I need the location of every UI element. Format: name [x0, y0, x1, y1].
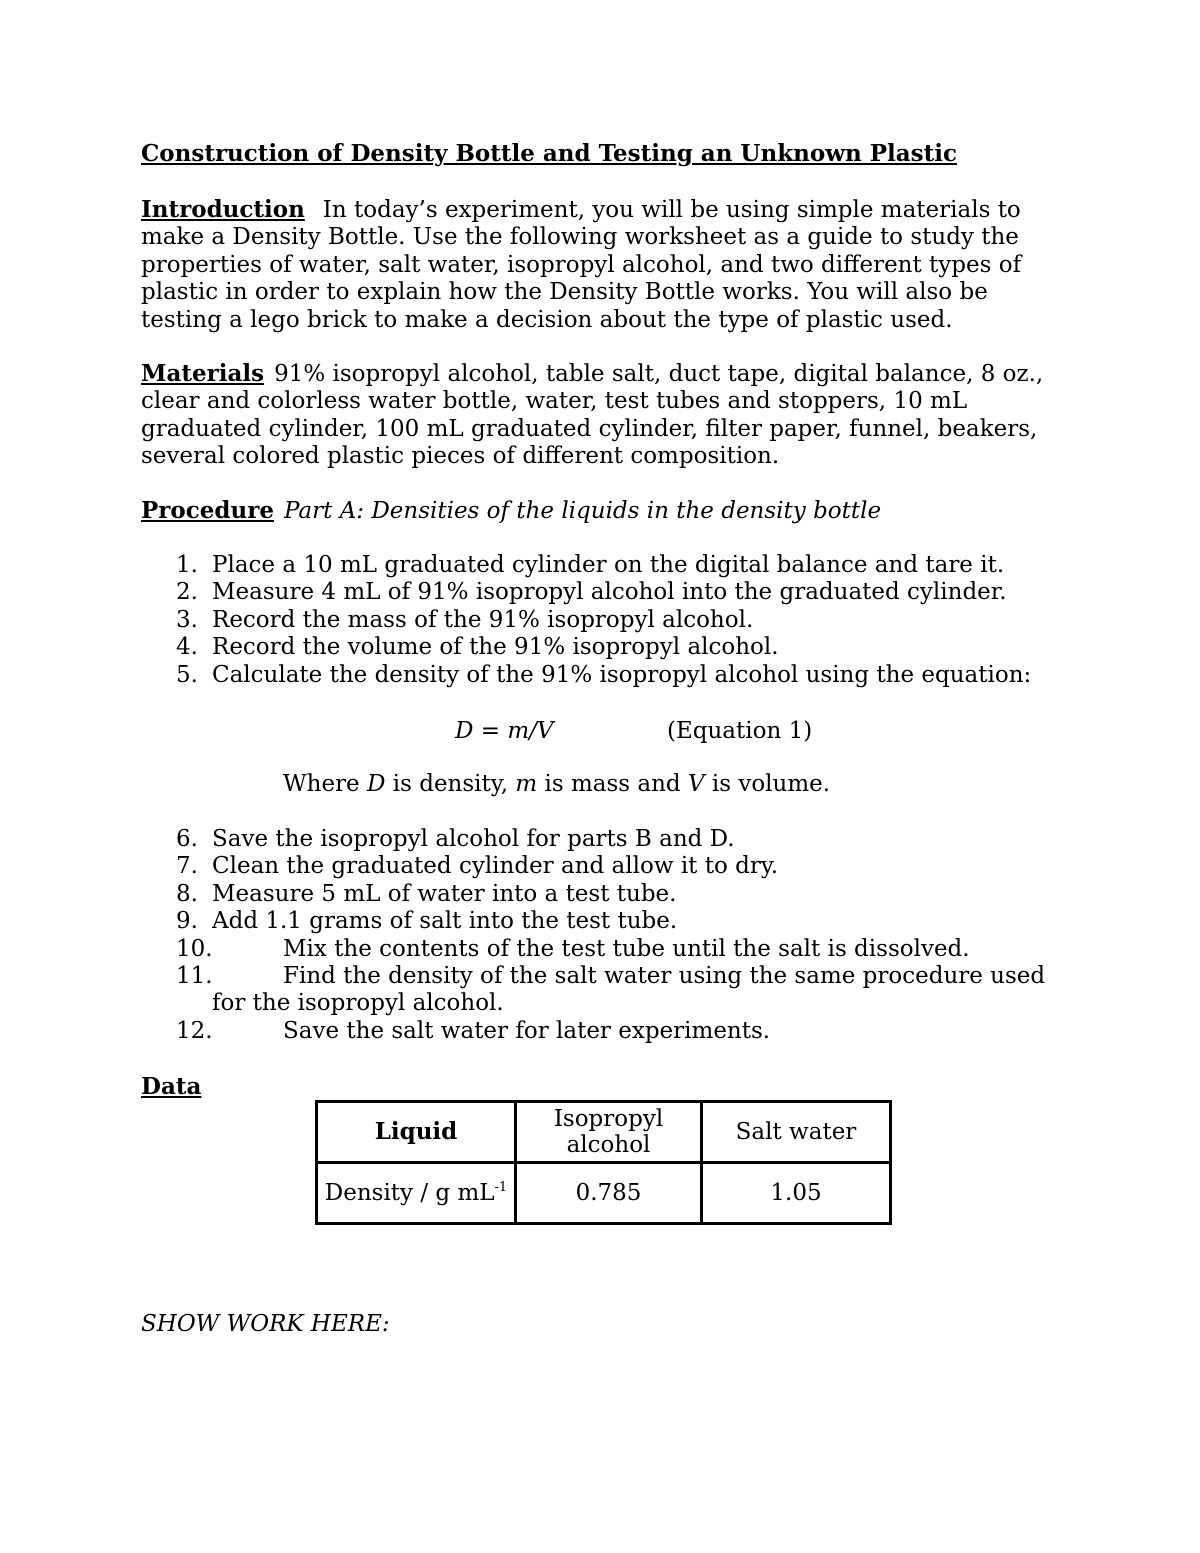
legend-text: is volume.: [704, 771, 831, 797]
table-row-label: [317, 1163, 516, 1224]
step-text: Save the salt water for later experiments.: [283, 1017, 771, 1044]
list-item: [176, 826, 1076, 853]
legend-d: D: [366, 771, 386, 797]
materials-heading: Materials: [141, 360, 265, 387]
step-text: Calculate the density of the 91% isopropyl alcohol using the equation:: [212, 661, 1032, 688]
step-number: 12.: [176, 1017, 213, 1044]
procedure-steps-part-1: [176, 552, 1076, 689]
density-equation: [455, 718, 813, 745]
table-header-cell: Liquid: [317, 1102, 516, 1163]
step-text: Record the mass of the 91% isopropyl alcohol.: [212, 606, 754, 633]
step-text: Find the density of the salt water using the same procedure used for the isopropyl alcohol.: [212, 963, 1046, 1017]
data-heading: Data: [141, 1073, 202, 1100]
list-item: [176, 634, 1076, 661]
document-title: Construction of Density Bottle and Testing an Unknown Plastic: [141, 140, 957, 167]
step-text: Save the isopropyl alcohol for parts B and D.: [212, 826, 735, 852]
table-cell: 0.785: [516, 1163, 702, 1224]
step-number: 8.: [176, 880, 198, 907]
step-number: 3.: [176, 606, 198, 633]
table-header-cell: Isopropyl alcohol: [516, 1102, 702, 1163]
density-data-table: [315, 1100, 892, 1225]
step-text: Record the volume of the 91% isopropyl alcohol.: [212, 634, 779, 661]
equation-equals: =: [473, 718, 508, 744]
step-text: Mix the contents of the test tube until the salt is dissolved.: [283, 935, 970, 962]
step-text: Add 1.1 grams of salt into the test tube.: [212, 908, 678, 935]
legend-v: V: [687, 771, 705, 797]
introduction-paragraph: [141, 196, 1071, 334]
step-number: 9.: [176, 908, 198, 935]
list-item: [176, 853, 1076, 880]
equation-label: (Equation 1): [667, 718, 813, 744]
equation-m: m: [507, 718, 530, 744]
step-number: 2.: [176, 579, 198, 606]
list-item: [176, 607, 1076, 634]
step-text: Clean the graduated cylinder and allow it to dry.: [212, 853, 779, 880]
procedure-part-title: Part A: Densities of the liquids in the density bottle: [283, 498, 882, 524]
list-item: [176, 662, 1076, 689]
legend-text: Where: [283, 771, 367, 797]
step-number: 11.: [176, 963, 213, 990]
equation-v: V: [536, 718, 554, 744]
table-header-row: [317, 1102, 891, 1163]
step-number: 10.: [176, 935, 213, 962]
list-item: [176, 552, 1076, 579]
step-number: 4.: [176, 634, 198, 661]
procedure-steps-part-2: [176, 826, 1076, 1045]
list-item: [176, 579, 1076, 606]
equation-legend: [283, 771, 830, 798]
table-header-cell: Salt water: [702, 1102, 891, 1163]
list-item: [176, 881, 1076, 908]
step-text: Place a 10 mL graduated cylinder on the digital balance and tare it.: [212, 552, 1005, 578]
table-row: [317, 1163, 891, 1224]
step-number: 5.: [176, 661, 198, 688]
row-label-text: Density / g mL: [324, 1180, 495, 1206]
legend-m: m: [515, 771, 538, 797]
list-item: [176, 908, 1076, 935]
step-number: 6.: [176, 826, 198, 852]
legend-text: is mass and: [537, 771, 688, 797]
materials-text: 91% isopropyl alcohol, table salt, duct tape, digital balance, 8 oz., clear and colorless water bottle, water, test tubes and stoppers, 10 mL graduated cylinder, 100 mL graduated cylinder, filter paper, funnel, beakers, several colored plastic pieces of different composition.: [141, 361, 1044, 470]
step-text: Measure 5 mL of water into a test tube.: [212, 880, 677, 907]
procedure-paragraph: [141, 497, 1071, 525]
step-number: 1.: [176, 552, 198, 578]
table-cell: 1.05: [702, 1163, 891, 1224]
step-text: Measure 4 mL of 91% isopropyl alcohol into the graduated cylinder.: [212, 579, 1007, 606]
equation-d: D: [455, 718, 474, 744]
equation-slash: /: [529, 718, 537, 744]
row-label-superscript: -1: [494, 1180, 508, 1195]
list-item: [176, 936, 1076, 963]
materials-paragraph: [141, 360, 1071, 471]
procedure-heading: Procedure: [141, 497, 274, 524]
legend-text: is density,: [385, 771, 516, 797]
introduction-heading: Introduction: [141, 196, 305, 223]
step-number: 7.: [176, 853, 198, 880]
list-item: [176, 1018, 1076, 1045]
list-item: [176, 963, 1076, 1018]
show-work-label: SHOW WORK HERE:: [141, 1311, 390, 1337]
introduction-text: In today’s experiment, you will be using simple materials to make a Density Bottle. Use the following worksheet as a guide to study the properties of water, salt water, isopropyl alcohol, and two different types of plastic in order to explain how the Density Bottle works. You will also be testing a lego brick to make a decision about the type of plastic used.: [141, 197, 1022, 333]
